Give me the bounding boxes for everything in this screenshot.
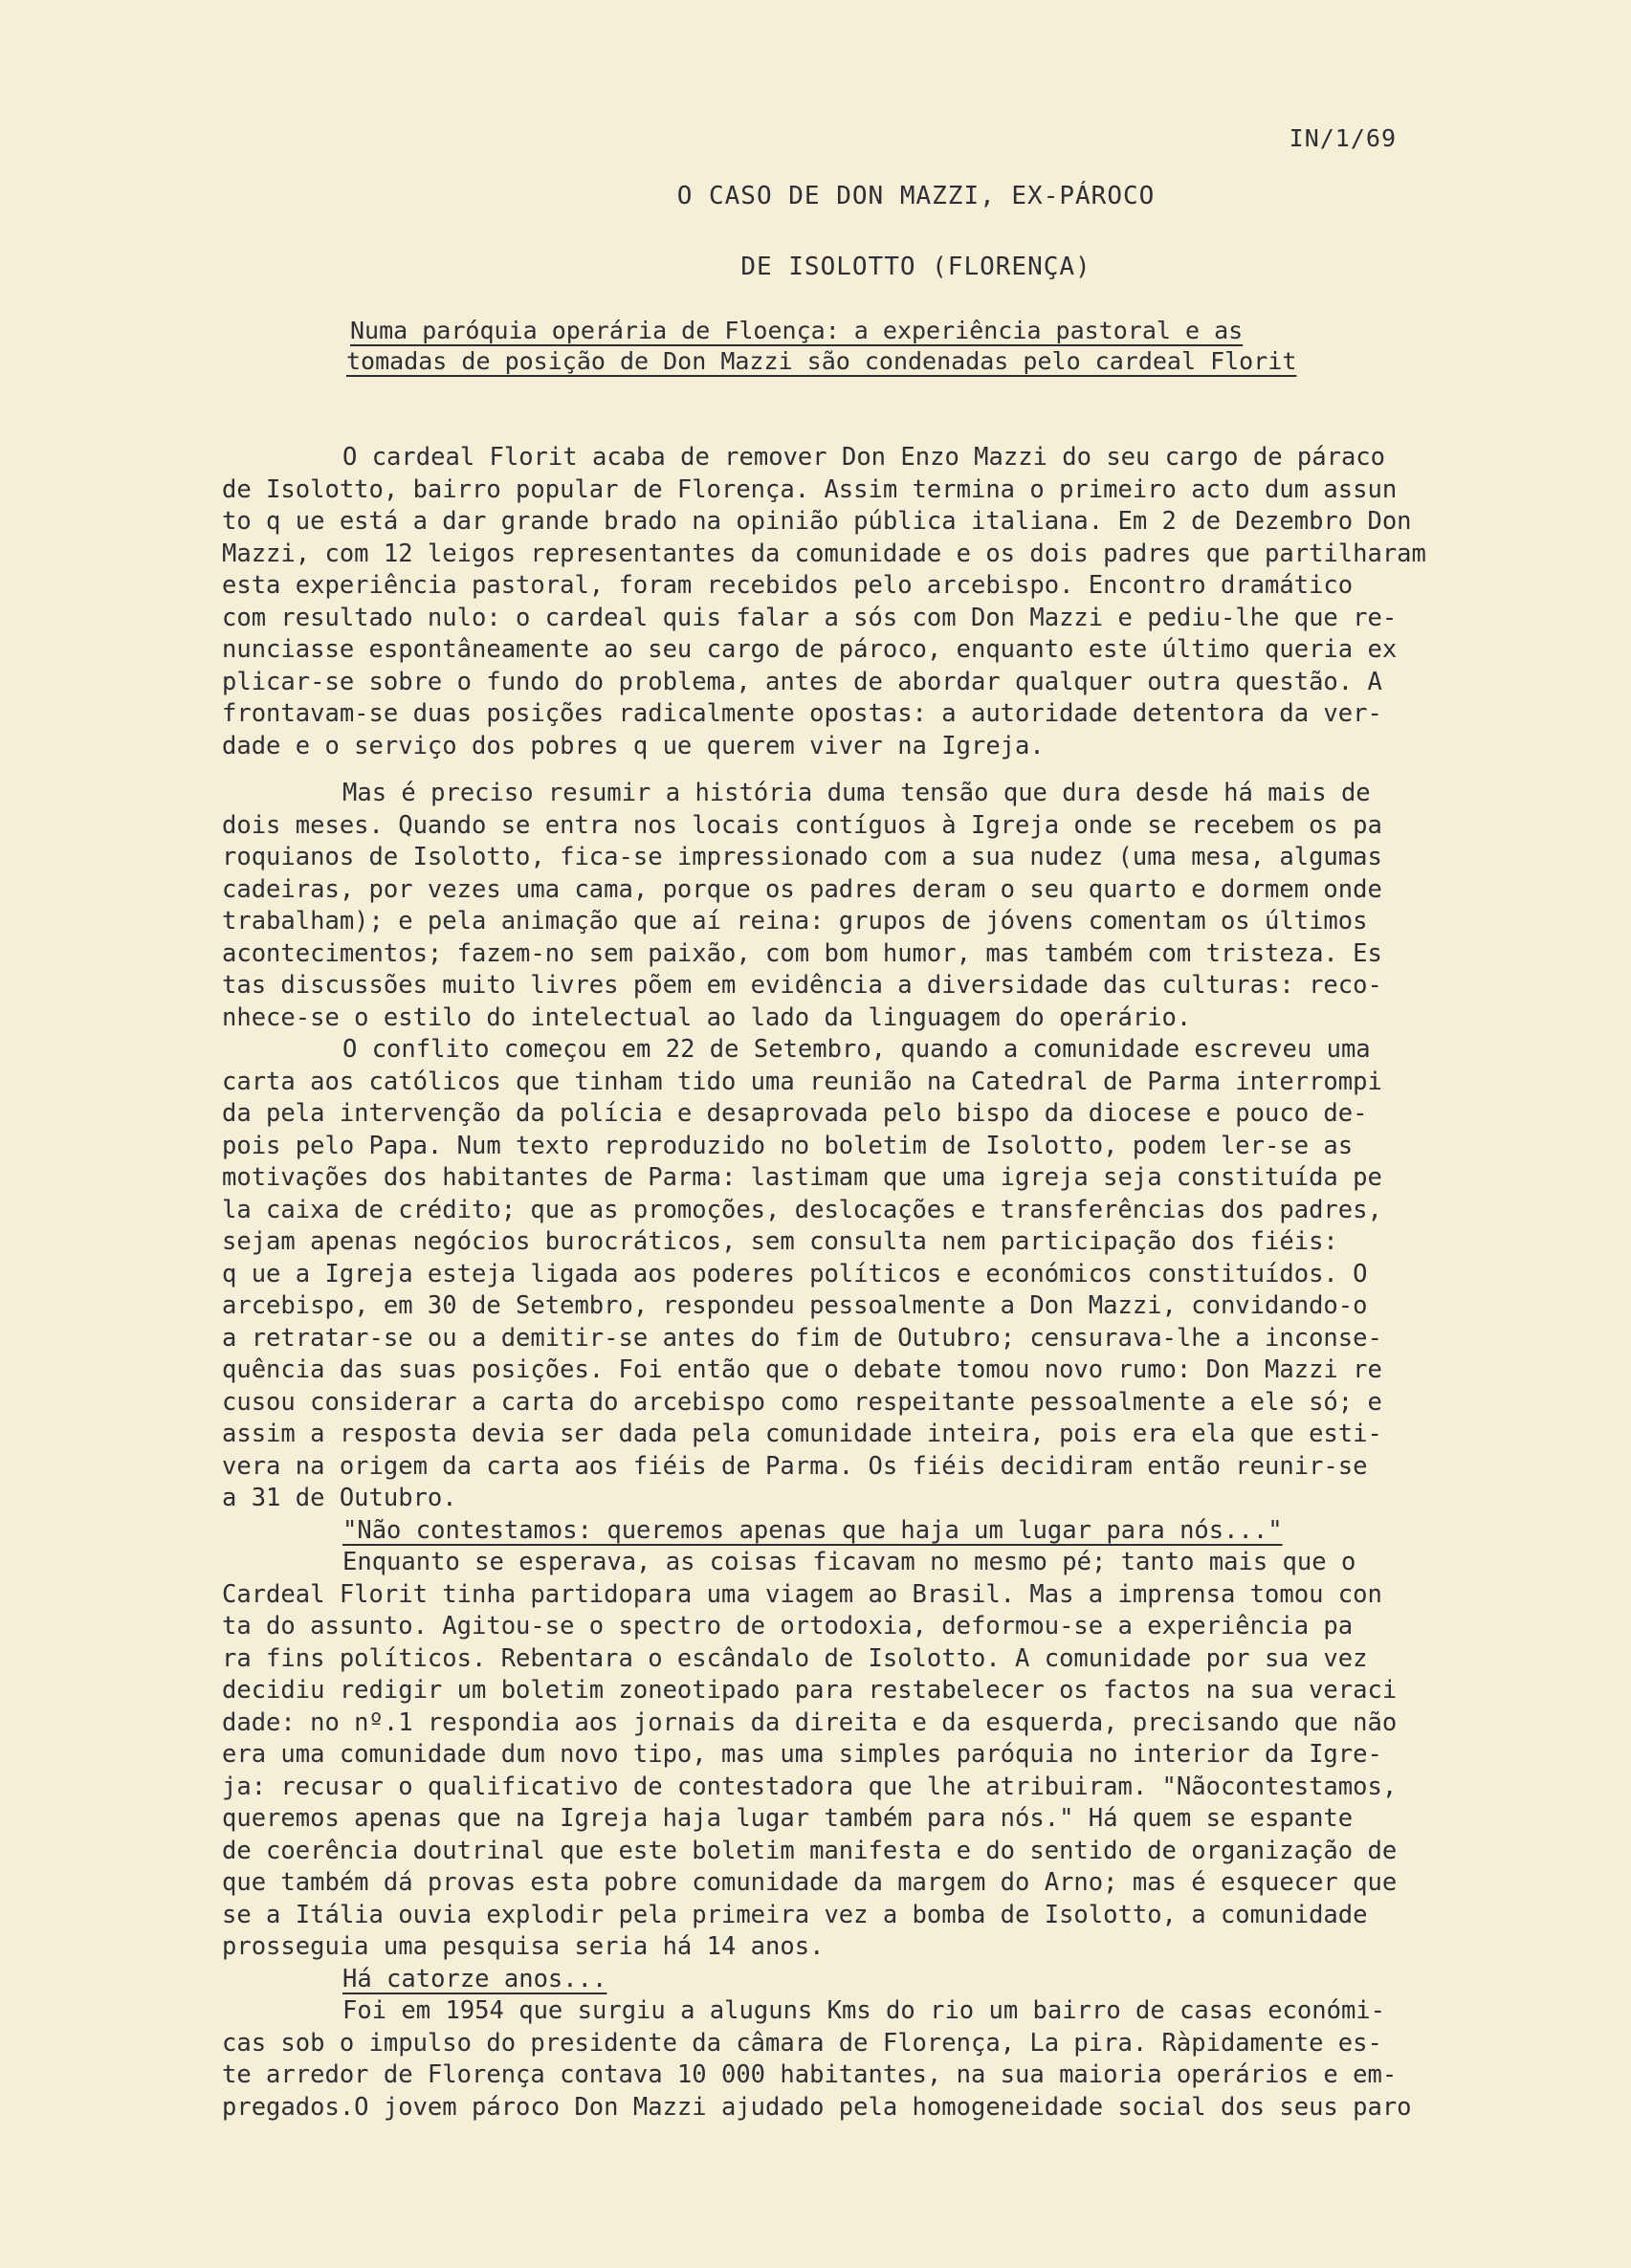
section-heading-quote — [222, 1515, 1504, 1548]
body-line: Foi em 1954 que surgiu a aluguns Kms do rio um bairro de casas económi- — [342, 1996, 1386, 2025]
section-heading-quote-text: "Não contestamos: queremos apenas que haja um lugar para nós..." — [342, 1515, 1283, 1545]
body-line: com resultado nulo: o cardeal quis falar a sós com Don Mazzi e pediu-lhe que re- — [222, 603, 1398, 632]
body-line: de coerência doutrinal que este boletim manifesta e do sentido de organização de — [222, 1836, 1398, 1865]
body-line: a 31 de Outubro. — [222, 1484, 457, 1512]
body-line: era uma comunidade dum novo tipo, mas uma simples paróquia no interior da Igre- — [222, 1740, 1382, 1769]
body-line: queremos apenas que na Igreja haja lugar também para nós." Há quem se espante — [222, 1804, 1354, 1833]
body-line: Cardeal Florit tinha partidopara uma viagem ao Brasil. Mas a imprensa tomou con — [222, 1579, 1382, 1609]
subtitle-line-2: tomadas de posição de Don Mazzi são condenadas pelo cardeal Florit — [346, 347, 1297, 375]
body-line: esta experiência pastoral, foram recebidos pelo arcebispo. Encontro dramático — [222, 571, 1354, 600]
body-line: te arredor de Florença contava 10 000 habitantes, na sua maioria operários e em- — [222, 2060, 1398, 2089]
body-line: O cardeal Florit acaba de remover Don Enzo Mazzi do seu cargo de páraco — [342, 443, 1386, 472]
document-body — [222, 442, 1504, 2124]
body-line: cas sob o impulso do presidente da câmara de Florença, La pira. Ràpidamente es- — [222, 2028, 1382, 2058]
body-line: dois meses. Quando se entra nos locais contíguos à Igreja onde se recebem os pa — [222, 810, 1382, 840]
body-line: ta do assunto. Agitou-se o spectro de ortodoxia, deformou-se a experiência pa — [222, 1612, 1354, 1640]
body-line: cadeiras, por vezes uma cama, porque os padres deram o seu quarto e dormem onde — [222, 874, 1382, 904]
body-line: ja: recusar o qualificativo de contestadora que lhe atribuiram. "Nãocontestamos, — [222, 1772, 1398, 1801]
body-line: prosseguia uma pesquisa seria há 14 anos. — [222, 1932, 825, 1961]
document-title-line-1: O CASO DE DON MAZZI, EX-PÁROCO — [676, 182, 1156, 210]
body-line: a retratar-se ou a demitir-se antes do fim de Outubro; censurava-lhe a inconse- — [222, 1323, 1382, 1353]
body-line: acontecimentos; fazem-no sem paixão, com bom humor, mas também com tristeza. Es — [222, 938, 1382, 968]
body-line: decidiu redigir um boletim zoneotipado para restabelecer os factos na sua veraci — [222, 1676, 1398, 1705]
body-line: pois pelo Papa. Num texto reproduzido no boletim de Isolotto, podem ler-se as — [222, 1131, 1354, 1160]
body-line: tas discussões muito livres põem em evidência a diversidade das culturas: reco- — [222, 971, 1382, 1000]
body-line: Mazzi, com 12 leigos representantes da comunidade e os dois padres que partilharam — [222, 539, 1426, 568]
subtitle-line-1: Numa paróquia operária de Floença: a experiência pastoral e as — [350, 317, 1244, 344]
body-line: roquianos de Isolotto, fica-se impressionado com a sua nudez (uma mesa, algumas — [222, 843, 1382, 871]
document-subtitle — [346, 316, 1437, 377]
body-line: Enquanto se esperava, as coisas ficavam no mesmo pé; tanto mais que o — [342, 1548, 1356, 1576]
body-line: quência das suas posições. Foi então que o debate tomou novo rumo: Don Mazzi re — [222, 1355, 1382, 1384]
body-line: vera na origem da carta aos fiéis de Parma. Os fiéis decidiram então reunir-se — [222, 1451, 1368, 1481]
body-line: q ue a Igreja esteja ligada aos poderes políticos e económicos constituídos. O — [222, 1259, 1368, 1288]
body-line: se a Itália ouvia explodir pela primeira vez a bomba de Isolotto, a comunidade — [222, 1900, 1368, 1929]
body-line: da pela intervenção da polícia e desaprovada pelo bispo da diocese e pouco de- — [222, 1099, 1368, 1128]
body-line: frontavam-se duas posições radicalmente opostas: a autoridade detentora da ver- — [222, 699, 1382, 728]
body-line: to q ue está a dar grande brado na opinião pública italiana. Em 2 de Dezembro Don — [222, 507, 1412, 536]
document-title-line-2: DE ISOLOTTO (FLORENÇA) — [740, 253, 1091, 281]
body-line: que também dá provas esta pobre comunidade da margem do Arno; mas é esquecer que — [222, 1868, 1398, 1897]
body-line: pregados.O jovem pároco Don Mazzi ajudado pela homogeneidade social dos seus paro — [222, 2092, 1412, 2122]
body-line: trabalham); e pela animação que aí reina: grupos de jóvens comentam os últimos — [222, 907, 1368, 936]
body-line: arcebispo, em 30 de Setembro, respondeu pessoalmente a Don Mazzi, convidando-o — [222, 1291, 1368, 1320]
body-line: dade: no nº.1 respondia aos jornais da direita e da esquerda, precisando que não — [222, 1707, 1398, 1737]
body-line: plicar-se sobre o fundo do problema, antes de abordar qualquer outra questão. A — [222, 667, 1382, 696]
body-line: motivações dos habitantes de Parma: lastimam que uma igreja seja constituída pe — [222, 1163, 1382, 1192]
body-line: assim a resposta devia ser dada pela comunidade inteira, pois era ela que esti- — [222, 1420, 1382, 1448]
body-line: Mas é preciso resumir a história duma tensão que dura desde há mais de — [342, 779, 1371, 807]
section-heading-years-text: Há catorze anos... — [342, 1964, 607, 1993]
body-line: cusou considerar a carta do arcebispo como respeitante pessoalmente a ele só; e — [222, 1387, 1382, 1417]
body-line: la caixa de crédito; que as promoções, deslocações e transferências dos padres, — [222, 1195, 1382, 1224]
body-line: nunciasse espontâneamente ao seu cargo de pároco, enquanto este último queria ex — [222, 635, 1398, 664]
body-line: sejam apenas negócios burocráticos, sem consulta nem participação dos fiéis: — [222, 1227, 1338, 1256]
section-heading-years — [222, 1964, 1504, 1996]
body-line: ra fins políticos. Rebentara o escândalo de Isolotto. A comunidade por sua vez — [222, 1643, 1368, 1673]
body-line: carta aos católicos que tinham tido uma reunião na Catedral de Parma interrompi — [222, 1067, 1382, 1096]
body-line: dade e o serviço dos pobres q ue querem viver na Igreja. — [222, 731, 1045, 760]
body-line: nhece-se o estilo do intelectual ao lado da linguagem do operário. — [222, 1002, 1192, 1032]
body-line: O conflito começou em 22 de Setembro, quando a comunidade escreveu uma — [342, 1035, 1371, 1064]
body-line: de Isolotto, bairro popular de Florença. Assim termina o primeiro acto dum assun — [222, 474, 1398, 504]
document-reference: IN/1/69 — [1289, 124, 1397, 152]
